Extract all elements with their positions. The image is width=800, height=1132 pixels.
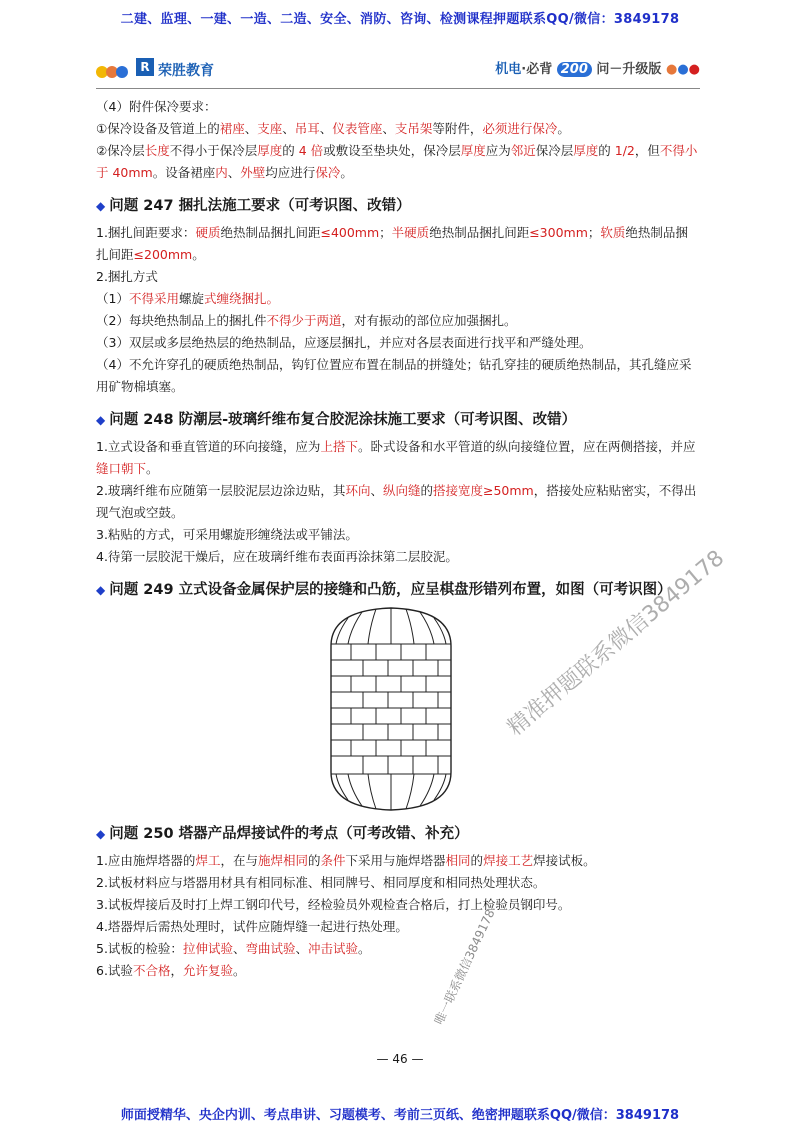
highlight-run: 焊接工艺 xyxy=(483,853,534,868)
text-run: ，对有振动的部位应加强捆扎。 xyxy=(341,313,517,328)
text-run: 5.试板的检验： xyxy=(96,941,183,956)
text-run: 的 xyxy=(282,143,299,158)
highlight-run: 必须进行保冷 xyxy=(482,121,558,136)
header-dot: · xyxy=(521,62,527,77)
highlight-run: 长度 xyxy=(144,143,170,158)
highlight-run: ≤200mm xyxy=(133,247,193,262)
q250-line-3: 3.试板焊接后及时打上焊工钢印代号，经检验员外观检查合格后，打上检验员钢印号。 xyxy=(96,897,571,912)
highlight-run: 1/2 xyxy=(614,143,635,158)
text-run: 。 xyxy=(358,941,371,956)
text-run: 应为 xyxy=(485,143,511,158)
page-content xyxy=(96,96,700,982)
text-run: 1.捆扎间距要求： xyxy=(96,225,196,240)
highlight-run: ≤300mm xyxy=(529,225,588,240)
q247-line-3 xyxy=(96,288,700,310)
text-run: 绝热制品捆扎间距 xyxy=(429,225,530,240)
highlight-run: 软质 xyxy=(600,225,626,240)
highlight-run: 4 倍 xyxy=(298,143,324,158)
text-run: ，搭接处应粘贴密实，不得出现气泡或空鼓。 xyxy=(96,483,697,520)
text-run: 或敷设至垫块处，保冷层 xyxy=(323,143,461,158)
highlight-run: 式缠绕捆扎。 xyxy=(203,291,279,306)
text-run: 下采用与施焊塔器 xyxy=(345,853,446,868)
highlight-run: 环向 xyxy=(345,483,371,498)
highlight-run: 硬质 xyxy=(195,225,221,240)
highlight-run: 支座 xyxy=(257,121,283,136)
text-run: 保冷层 xyxy=(535,143,574,158)
text-run: （2）每块绝热制品上的捆扎件 xyxy=(96,313,267,328)
text-run: ， xyxy=(170,963,183,978)
diamond-icon: ◆ xyxy=(96,413,106,427)
text-run: 、 xyxy=(282,121,295,136)
diamond-icon: ◆ xyxy=(96,199,106,213)
header-divider xyxy=(96,88,700,89)
highlight-run: 半硬质 xyxy=(391,225,430,240)
highlight-run: 弯曲试验 xyxy=(245,941,296,956)
highlight-run: 仪表管座 xyxy=(332,121,383,136)
highlight-run: 内 xyxy=(215,165,228,180)
text-run: 、 xyxy=(370,483,383,498)
text-run: 。卧式设备和水平管道的纵向接缝位置，应在两侧搭接，并应 xyxy=(357,439,696,454)
header-subtitle: 机电·必背 200 问－升级版 ●●● xyxy=(495,62,700,77)
header-badge: 200 xyxy=(557,62,592,77)
text-run: 的 xyxy=(307,853,321,868)
text-run: 、 xyxy=(227,165,241,180)
q250-line-1 xyxy=(96,850,700,872)
page-header xyxy=(96,54,700,88)
text-run: 绝热制品捆扎间距 xyxy=(96,225,688,262)
header-suffix: 问－升级版 xyxy=(596,62,662,77)
text-run: ②保冷层 xyxy=(96,143,145,158)
logo-dots-icon xyxy=(96,63,126,82)
question-248-text: 问题 248 防潮层-玻璃纤维布复合胶泥涂抹施工要求（可考识图、改错） xyxy=(109,412,577,428)
highlight-run: 不得少于两道 xyxy=(266,313,342,328)
text-run: 、 xyxy=(232,941,246,956)
highlight-run: 裙座 xyxy=(219,121,245,136)
q247-line-1 xyxy=(96,222,700,266)
text-run: 。 xyxy=(146,461,159,476)
highlight-run: ≤400mm xyxy=(320,225,380,240)
q248-line-2 xyxy=(96,480,700,524)
highlight-run: 厚度 xyxy=(573,143,599,158)
intro-line-3 xyxy=(96,140,700,184)
q247-line-6: （4）不允许穿孔的硬质绝热制品，钩钉位置应布置在制品的拼缝处；钻孔穿挂的硬质绝热制品，其孔缝应采用矿物棉填塞。 xyxy=(96,357,692,394)
highlight-run: 拉伸试验 xyxy=(182,941,233,956)
text-run: 均应进行 xyxy=(265,165,316,180)
highlight-run: 上搭下 xyxy=(320,439,358,454)
highlight-run: 焊工 xyxy=(195,853,221,868)
text-run: ； xyxy=(379,225,392,240)
highlight-run: 施焊相同 xyxy=(257,853,308,868)
brand-logo-icon: R xyxy=(136,58,154,76)
text-run: 。设备裙座 xyxy=(152,165,216,180)
highlight-run: 相同 xyxy=(445,853,471,868)
text-run: 1.立式设备和垂直管道的环向接缝，应为 xyxy=(96,439,321,454)
text-run: ①保冷设备及管道上的 xyxy=(96,121,220,136)
page-number: — 46 — xyxy=(376,1052,424,1066)
header-must: 必背 xyxy=(526,62,553,77)
brand-name: 荣胜教育 xyxy=(158,63,214,79)
q250-line-6 xyxy=(96,960,700,982)
highlight-run: 保冷 xyxy=(315,165,341,180)
text-run: 绝热制品捆扎间距 xyxy=(220,225,321,240)
q248-line-4: 4.待第一层胶泥干燥后，应在玻璃纤维布表面再涂抹第二层胶泥。 xyxy=(96,549,458,564)
text-run: 螺旋 xyxy=(178,291,204,306)
text-run: 、 xyxy=(244,121,258,136)
q247-line-5: （3）双层或多层绝热层的绝热制品，应逐层捆扎，并应对各层表面进行找平和严缝处理。 xyxy=(96,335,592,350)
question-247-title xyxy=(96,194,700,218)
highlight-run: 外壁 xyxy=(240,165,266,180)
highlight-run: 冲击试验 xyxy=(308,941,359,956)
text-run: 焊接试板。 xyxy=(533,853,596,868)
text-run: 。 xyxy=(557,121,570,136)
highlight-run: 允许复验 xyxy=(182,963,233,978)
vessel-diagram xyxy=(326,606,456,812)
diamond-icon: ◆ xyxy=(96,583,106,597)
text-run: 1.应由施焊塔器的 xyxy=(96,853,196,868)
question-249-title xyxy=(96,578,700,602)
question-249-text: 问题 249 立式设备金属保护层的接缝和凸筋，应呈棋盘形错列布置，如图（可考识图） xyxy=(109,582,672,598)
q248-line-3: 3.粘贴的方式，可采用螺旋形缠绕法或平铺法。 xyxy=(96,527,358,542)
text-run: （1） xyxy=(96,291,129,306)
highlight-run: 不得采用 xyxy=(128,291,179,306)
text-run: 的 xyxy=(470,853,484,868)
top-banner: 二建、监理、一建、一造、二造、安全、消防、咨询、检测课程押题联系QQ/微信：3849178 xyxy=(120,12,680,27)
q250-line-4: 4.塔器焊后需热处理时，试件应随焊缝一起进行热处理。 xyxy=(96,919,408,934)
text-run: 的 xyxy=(598,143,615,158)
text-run: 等附件， xyxy=(432,121,483,136)
text-run: 。 xyxy=(340,165,353,180)
highlight-run: 纵向缝 xyxy=(382,483,421,498)
text-run: 。 xyxy=(232,963,246,978)
question-248-title xyxy=(96,408,700,432)
text-run: 不得小于保冷层 xyxy=(169,143,258,158)
watermark-text: 精准押题联系微信3849178 xyxy=(503,545,730,741)
question-250-title xyxy=(96,822,700,846)
text-run: 6.试验 xyxy=(96,963,133,978)
bottom-banner: 师面授精华、央企内训、考点串讲、习题模考、考前三页纸、绝密押题联系QQ/微信：3849178 xyxy=(120,1108,680,1123)
q248-line-1 xyxy=(96,436,700,480)
highlight-run: 缝口朝下 xyxy=(96,461,147,476)
q250-line-2: 2.试板材料应与塔器用材具有相同标准、相同牌号、相同厚度和相同热处理状态。 xyxy=(96,875,546,890)
highlight-run: 支吊架 xyxy=(394,121,433,136)
text-run: ； xyxy=(587,225,601,240)
highlight-run: 不合格 xyxy=(132,963,171,978)
text-run: 。 xyxy=(192,247,205,262)
text-run: ，但 xyxy=(634,143,660,158)
watermark-text-small: 唯一联系微信3849178 xyxy=(431,907,498,1027)
intro-line-2 xyxy=(96,118,700,140)
question-250-text: 问题 250 塔器产品焊接试件的考点（可考改错、补充） xyxy=(109,826,469,842)
text-run: 、 xyxy=(382,121,395,136)
question-247-text: 问题 247 捆扎法施工要求（可考识图、改错） xyxy=(109,198,411,214)
highlight-run: 厚度 xyxy=(257,143,283,158)
header-subject: 机电 xyxy=(495,62,522,77)
highlight-run: 吊耳 xyxy=(294,121,320,136)
highlight-run: 条件 xyxy=(320,853,346,868)
highlight-run: 邻近 xyxy=(510,143,536,158)
text-run: ，在与 xyxy=(220,853,258,868)
highlight-run: 厚度 xyxy=(460,143,486,158)
intro-line-1: （4）附件保冷要求： xyxy=(96,99,217,114)
highlight-run: 不得小于 40mm xyxy=(96,143,698,180)
highlight-run: 搭接宽度≥50mm xyxy=(433,483,534,498)
q250-line-5 xyxy=(96,938,700,960)
text-run: 的 xyxy=(420,483,433,498)
text-run: 2.玻璃纤维布应随第一层胶泥层边涂边贴，其 xyxy=(96,483,346,498)
text-run: 、 xyxy=(295,941,308,956)
text-run: 、 xyxy=(319,121,333,136)
diamond-icon: ◆ xyxy=(96,827,106,841)
q247-line-2: 2.捆扎方式 xyxy=(96,269,158,284)
q247-line-4 xyxy=(96,310,700,332)
